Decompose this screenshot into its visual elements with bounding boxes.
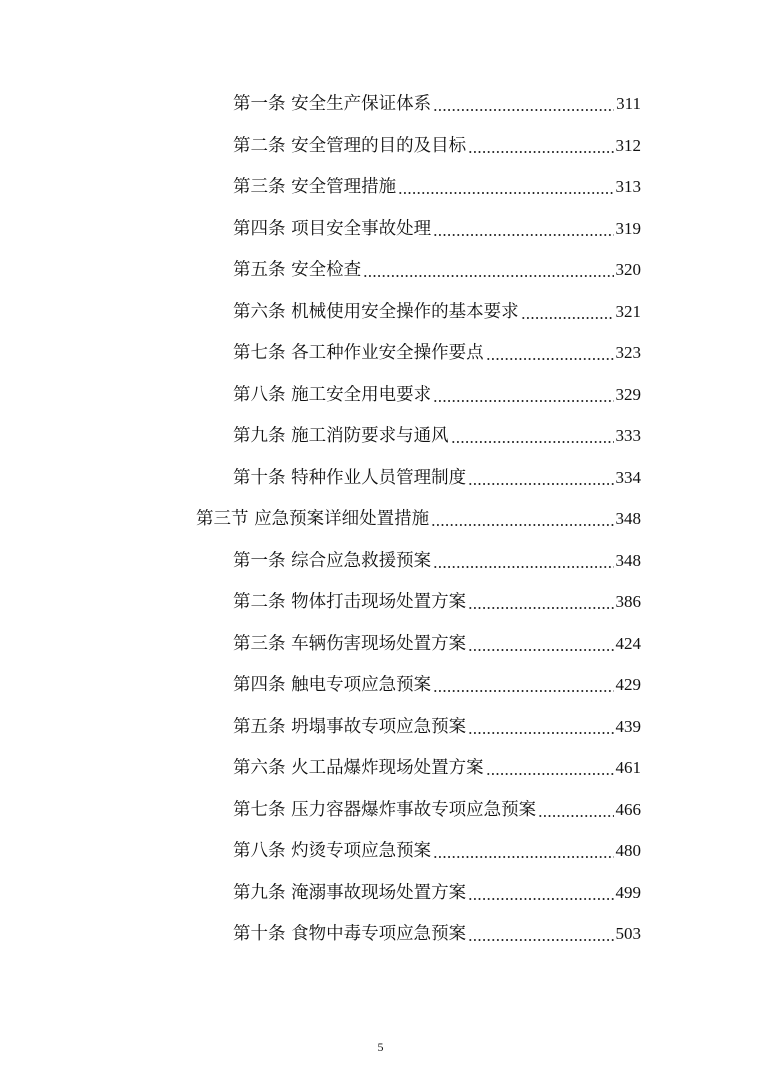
toc-entry[interactable] bbox=[233, 379, 641, 407]
toc-entry[interactable] bbox=[233, 877, 641, 905]
toc-entry[interactable] bbox=[233, 586, 641, 614]
toc-entry-title: 坍塌事故专项应急预案 bbox=[291, 717, 467, 737]
toc-page-number: 386 bbox=[615, 592, 641, 611]
toc-entry[interactable] bbox=[233, 420, 641, 448]
toc-page-number: 323 bbox=[615, 343, 641, 362]
dot-leader bbox=[433, 400, 613, 402]
toc-entry-title: 项目安全事故处理 bbox=[291, 219, 432, 239]
toc-page-number: 320 bbox=[615, 260, 641, 279]
dot-leader bbox=[486, 358, 614, 360]
toc-entry-label: 第六条 bbox=[233, 758, 286, 778]
toc-entry-label: 第六条 bbox=[233, 302, 286, 322]
toc-entry-label: 第八条 bbox=[233, 385, 286, 405]
toc-entry[interactable] bbox=[233, 130, 641, 158]
toc-entry-label: 第四条 bbox=[233, 219, 286, 239]
toc-entry-title: 施工安全用电要求 bbox=[291, 385, 432, 405]
toc-entry[interactable] bbox=[233, 711, 641, 739]
toc-page-number: 461 bbox=[615, 758, 641, 777]
toc-page-number: 333 bbox=[615, 426, 641, 445]
toc-entry-title: 淹溺事故现场处置方案 bbox=[291, 883, 467, 903]
toc-page-number: 466 bbox=[615, 800, 641, 819]
dot-leader bbox=[468, 732, 613, 734]
toc-entry-title: 灼烫专项应急预案 bbox=[291, 841, 432, 861]
toc-entry[interactable] bbox=[233, 628, 641, 656]
toc-page-number: 499 bbox=[615, 883, 641, 902]
toc-entry-label: 第十条 bbox=[233, 924, 286, 944]
dot-leader bbox=[486, 773, 614, 775]
toc-entry[interactable] bbox=[233, 462, 641, 490]
toc-entry-label: 第十条 bbox=[233, 468, 286, 488]
toc-entry-title: 应急预案详细处置措施 bbox=[254, 509, 430, 529]
toc-entry[interactable] bbox=[233, 88, 641, 116]
toc-entry[interactable] bbox=[233, 213, 641, 241]
toc-entry-label: 第五条 bbox=[233, 717, 286, 737]
toc-entry[interactable] bbox=[233, 171, 641, 199]
dot-leader bbox=[431, 524, 613, 526]
toc-entry-title: 施工消防要求与通风 bbox=[291, 426, 449, 446]
dot-leader bbox=[433, 856, 613, 858]
toc-entry-label: 第九条 bbox=[233, 883, 286, 903]
toc-entry[interactable] bbox=[233, 669, 641, 697]
toc-entry-label: 第八条 bbox=[233, 841, 286, 861]
toc-entry-title: 安全生产保证体系 bbox=[291, 94, 432, 114]
toc-page-number: 480 bbox=[615, 841, 641, 860]
dot-leader bbox=[451, 441, 614, 443]
dot-leader bbox=[363, 275, 613, 277]
dot-leader bbox=[433, 109, 614, 111]
toc-page-number: 334 bbox=[615, 468, 641, 487]
toc-page-number: 312 bbox=[615, 136, 641, 155]
toc-entry-label: 第一条 bbox=[233, 551, 286, 571]
dot-leader bbox=[398, 192, 613, 194]
toc-page-number: 429 bbox=[615, 675, 641, 694]
toc-entry-label: 第四条 bbox=[233, 675, 286, 695]
dot-leader bbox=[468, 898, 613, 900]
toc-entry-title: 火工品爆炸现场处置方案 bbox=[291, 758, 484, 778]
toc-entry[interactable] bbox=[233, 918, 641, 946]
dot-leader bbox=[468, 649, 613, 651]
toc-page-number: 348 bbox=[615, 551, 641, 570]
toc-entry-title: 机械使用安全操作的基本要求 bbox=[291, 302, 519, 322]
toc-section-entry[interactable] bbox=[196, 503, 641, 531]
toc-entry-label: 第五条 bbox=[233, 260, 286, 280]
page-footer-number: 5 bbox=[377, 1040, 384, 1054]
toc-entry-title: 安全管理的目的及目标 bbox=[291, 136, 467, 156]
dot-leader bbox=[433, 690, 613, 692]
toc-entry[interactable] bbox=[233, 835, 641, 863]
toc-entry-title: 触电专项应急预案 bbox=[291, 675, 432, 695]
toc-entry[interactable] bbox=[233, 545, 641, 573]
toc-page-number: 503 bbox=[615, 924, 641, 943]
toc-page-number: 348 bbox=[615, 509, 641, 528]
dot-leader bbox=[538, 815, 613, 817]
toc-entry-label: 第三条 bbox=[233, 177, 286, 197]
toc-entry-label: 第三节 bbox=[196, 509, 249, 529]
dot-leader bbox=[468, 939, 613, 941]
toc-entry[interactable] bbox=[233, 337, 641, 365]
dot-leader bbox=[521, 317, 614, 319]
toc-page-number: 329 bbox=[615, 385, 641, 404]
toc-page-number: 311 bbox=[616, 94, 641, 113]
toc-page-number: 319 bbox=[615, 219, 641, 238]
toc-entry-title: 综合应急救援预案 bbox=[291, 551, 432, 571]
toc-entry-label: 第三条 bbox=[233, 634, 286, 654]
toc-page-number: 439 bbox=[615, 717, 641, 736]
toc-entry-label: 第二条 bbox=[233, 592, 286, 612]
toc-entry-label: 第七条 bbox=[233, 343, 286, 363]
toc-entry-title: 压力容器爆炸事故专项应急预案 bbox=[291, 800, 537, 820]
dot-leader bbox=[433, 566, 613, 568]
dot-leader bbox=[468, 607, 613, 609]
toc-entry-title: 安全检查 bbox=[291, 260, 362, 280]
toc-entry[interactable] bbox=[233, 296, 641, 324]
toc-entry-label: 第二条 bbox=[233, 136, 286, 156]
toc-entry-title: 各工种作业安全操作要点 bbox=[291, 343, 484, 363]
toc-entry-title: 安全管理措施 bbox=[291, 177, 397, 197]
toc-entry[interactable] bbox=[233, 254, 641, 282]
dot-leader bbox=[433, 234, 613, 236]
toc-entry-label: 第一条 bbox=[233, 94, 286, 114]
toc-page-number: 321 bbox=[615, 302, 641, 321]
dot-leader bbox=[468, 151, 613, 153]
toc-entry-title: 物体打击现场处置方案 bbox=[291, 592, 467, 612]
toc-page-number: 313 bbox=[615, 177, 641, 196]
toc-page-number: 424 bbox=[615, 634, 641, 653]
toc-entry[interactable] bbox=[233, 752, 641, 780]
toc-entry-title: 车辆伤害现场处置方案 bbox=[291, 634, 467, 654]
toc-entry-title: 特种作业人员管理制度 bbox=[291, 468, 467, 488]
toc-entry-label: 第七条 bbox=[233, 800, 286, 820]
toc-entry-label: 第九条 bbox=[233, 426, 286, 446]
toc-entry[interactable] bbox=[233, 794, 641, 822]
toc-entry-title: 食物中毒专项应急预案 bbox=[291, 924, 467, 944]
dot-leader bbox=[468, 483, 613, 485]
